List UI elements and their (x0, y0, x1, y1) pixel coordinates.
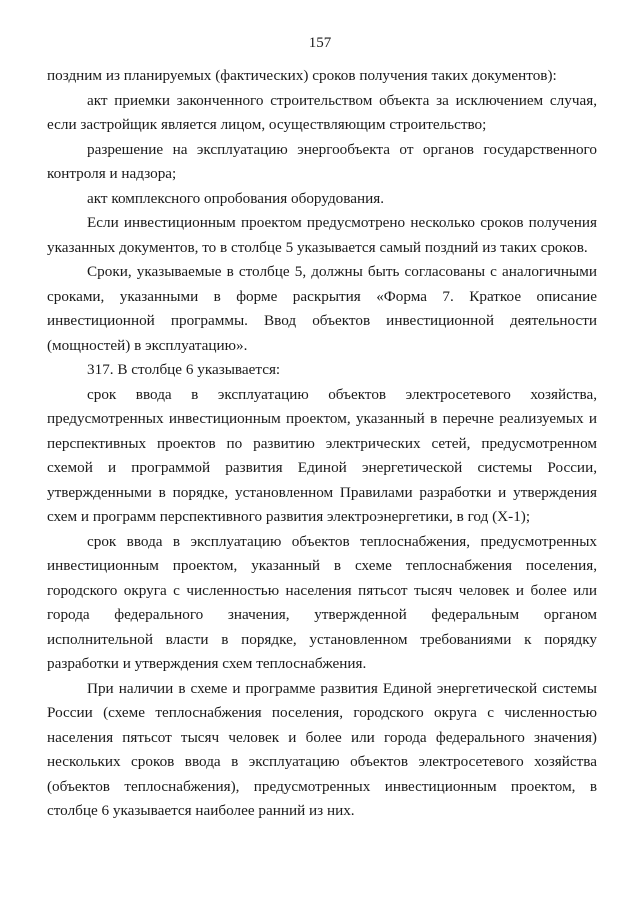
page-body (47, 64, 597, 824)
paragraph-operation-permit: разрешение на эксплуатацию энергообъекта от органов государственного контроля и надзора; (47, 140, 597, 182)
paragraph-act-acceptance: акт приемки законченного строительством объекта за исключением случая, если застройщик является лицом, осуществляющим строительство; (47, 91, 597, 133)
paragraph-item-317: 317. В столбце 6 указывается: (87, 361, 281, 378)
page-number: 157 (308, 35, 332, 51)
paragraph-earliest-term: При наличии в схеме и программе развития Единой энергетической системы России (схеме теплоснабжения поселения, городского округа с численностью населения пятьсот тысяч человек и более или города федерального значения) нескольких сроков ввода в эксплуатацию объектов электросетевого хозяйства (объектов теплоснабжения), предусмотренных инвестиционным проектом, в столбце 6 указывается наиболее ранний из них. (47, 679, 597, 819)
paragraph-terms-column-5: Сроки, указываемые в столбце 5, должны быть согласованы с аналогичными сроками, указанными в форме раскрытия «Форма 7. Краткое описание инвестиционной программы. Ввод объектов инвестиционной деятельности (мощностей) в эксплуатацию». (47, 263, 597, 354)
paragraph-grid-commissioning: срок ввода в эксплуатацию объектов электросетевого хозяйства, предусмотренных инвестиционным проектом, указанный в перечне реализуемых и перспективных проектов по развитию электрических сетей, предусмотренном схемой и программой развития Единой энергетической системы России, утвержденными в порядке, установленном Правилами разработки и утверждения схем и программ перспективного развития электроэнергетики, в год (X-1); (47, 385, 597, 525)
paragraph-multiple-terms: Если инвестиционным проектом предусмотрено несколько сроков получения указанных документов, то в столбце 5 указывается самый поздний из таких сроков. (47, 214, 597, 256)
paragraph-complex-testing: акт комплексного опробования оборудования. (87, 189, 385, 207)
paragraph-heat-commissioning: срок ввода в эксплуатацию объектов теплоснабжения, предусмотренных инвестиционным проектом, указанный в схеме теплоснабжения поселения, городского округа с численностью населения пятьсот тысяч человек и более или города федерального значения, утвержденной федеральным органом исполнительной власти в порядке, установленном требованиями к порядку разработки и утверждения схем теплоснабжения. (47, 532, 597, 672)
paragraph-continuation: поздним из планируемых (фактических) сроков получения таких документов): (47, 67, 557, 84)
